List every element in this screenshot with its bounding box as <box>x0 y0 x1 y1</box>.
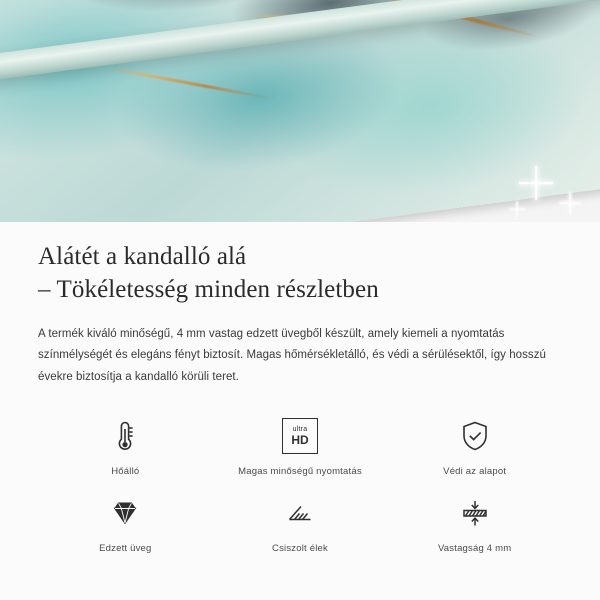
feature-label: Edzett üveg <box>99 542 152 554</box>
diamond-icon <box>104 491 146 535</box>
feature-label: Magas minőségű nyomtatás <box>238 465 362 477</box>
feature-label: Hőálló <box>111 465 140 477</box>
ultra-hd-badge-bottom: HD <box>291 432 309 447</box>
feature-item-heat-resistant <box>38 414 213 477</box>
shield-check-icon <box>454 414 496 458</box>
thermometer-icon <box>104 414 146 458</box>
polished-edges-icon <box>279 491 321 535</box>
content-section <box>0 222 600 554</box>
page-title <box>38 240 562 306</box>
thickness-icon <box>454 491 496 535</box>
headline-line-1: Alátét a kandalló alá <box>38 243 247 270</box>
feature-item-tempered-glass <box>38 491 213 554</box>
ultra-hd-icon <box>282 414 318 458</box>
feature-label: Vastagság 4 mm <box>437 542 512 554</box>
product-description-text: A termék kiváló minőségű, 4 mm vastag edzett üvegből készült, amely kiemeli a nyomtatás színmélységét és elegáns fényt biztosít. Magas hőmérsékletálló, és védi a sérülésektől, így hosszú évekre biztosítja a kandalló körüli teret. <box>38 328 546 383</box>
hero-product-image <box>0 0 600 222</box>
feature-grid <box>38 414 562 554</box>
feature-item-polished-edges <box>213 491 388 554</box>
feature-label: Védi az alapot <box>443 465 507 477</box>
feature-label: Csiszolt élek <box>272 542 328 554</box>
feature-item-thickness <box>387 491 562 554</box>
ultra-hd-badge-top: ultra <box>292 425 308 433</box>
feature-item-print-quality <box>213 414 388 477</box>
feature-item-protects-surface <box>387 414 562 477</box>
headline-line-2: – Tökéletesség minden részletben <box>38 276 379 303</box>
